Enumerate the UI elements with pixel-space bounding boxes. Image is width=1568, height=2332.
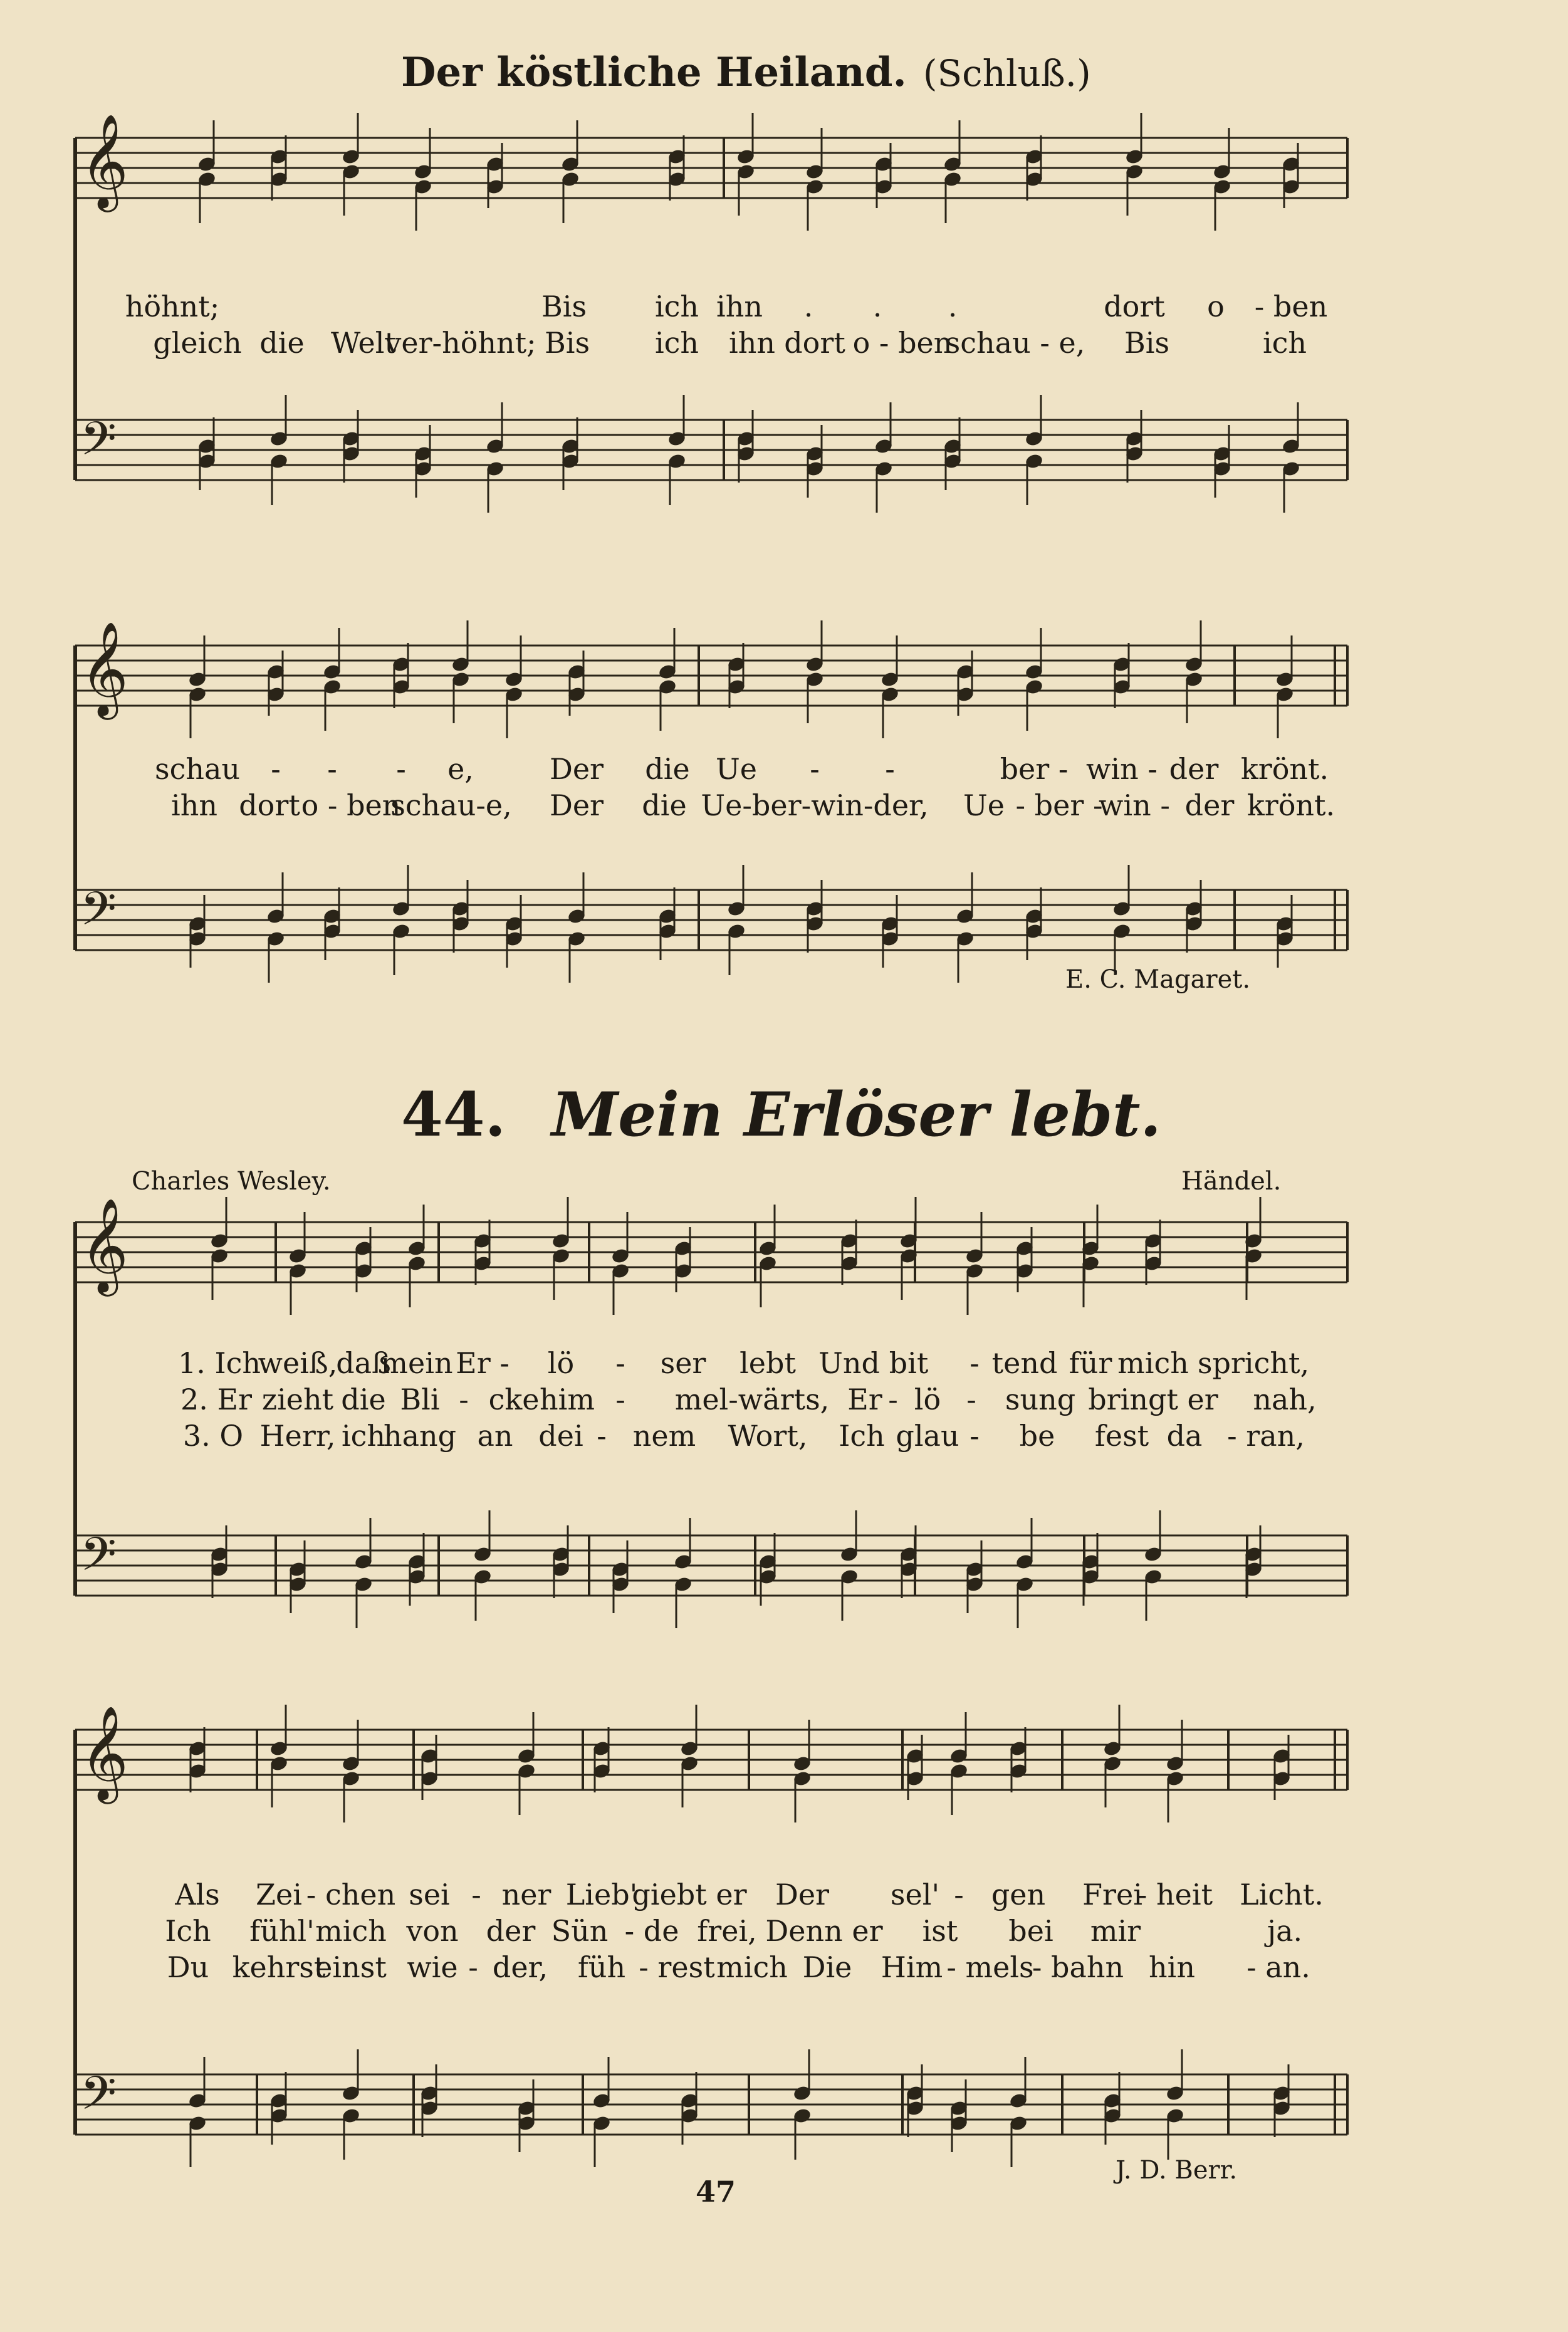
- lyric-syllable: ihn: [171, 788, 217, 822]
- lyric-syllable: Bis: [541, 290, 587, 323]
- lyric-syllable: -: [471, 1878, 481, 1911]
- lyric-syllable: lö: [547, 1346, 575, 1380]
- lyric-syllable: gen: [991, 1878, 1046, 1911]
- lyric-syllable: dort: [1104, 290, 1165, 323]
- lyric-syllable: - an.: [1247, 1950, 1310, 1984]
- lyric-syllable: ja.: [1267, 1914, 1303, 1948]
- lyric-syllable: -: [810, 752, 820, 786]
- lyric-syllable: für: [1069, 1346, 1112, 1380]
- lyric-syllable: -: [888, 1383, 898, 1416]
- lyric-syllable: schau: [154, 752, 241, 786]
- lyric-syllable: - chen: [306, 1878, 396, 1911]
- lyric-syllable: -: [954, 1878, 964, 1911]
- hymn-43-lyrics-row2-verse1: [0, 752, 1568, 787]
- lyric-syllable: - ben: [1254, 290, 1328, 323]
- hymn-44-composer: Händel.: [1181, 1167, 1282, 1196]
- lyric-syllable: krönt.: [1240, 752, 1329, 786]
- lyric-syllable: tend: [991, 1346, 1058, 1380]
- lyric-syllable: dei: [538, 1419, 583, 1453]
- lyric-syllable: -: [970, 1419, 980, 1453]
- lyric-syllable: mir: [1090, 1914, 1141, 1948]
- lyric-syllable: ver-höhnt;: [385, 326, 536, 360]
- lyric-syllable: -: [615, 1346, 625, 1380]
- lyric-syllable: - rest: [639, 1950, 715, 1984]
- lyric-syllable: da: [1166, 1419, 1203, 1453]
- hymn-43-lyrics-row1-verse2: [0, 326, 1568, 361]
- lyric-syllable: hin: [1149, 1950, 1195, 1984]
- lyric-syllable: e,: [447, 752, 474, 786]
- hymn-44-lyrics-row2-verse1: [0, 1878, 1568, 1913]
- lyric-syllable: ich: [341, 1419, 386, 1453]
- lyric-syllable: -: [271, 752, 281, 786]
- lyric-syllable: mich: [716, 1950, 788, 1984]
- lyric-syllable: o - ben: [301, 788, 401, 822]
- lyric-syllable: hang: [383, 1419, 457, 1453]
- lyric-syllable: ist: [922, 1914, 958, 1948]
- lyric-syllable: -: [468, 1950, 478, 1984]
- lyric-syllable: Sün: [551, 1914, 609, 1948]
- lyric-syllable: daß: [336, 1346, 391, 1380]
- lyric-syllable: nem: [632, 1419, 696, 1453]
- bass-clef-icon: 𝄢: [80, 882, 117, 948]
- lyric-syllable: Die: [802, 1950, 852, 1984]
- lyric-syllable: Licht.: [1240, 1878, 1324, 1911]
- lyric-syllable: -: [459, 1383, 469, 1416]
- lyric-syllable: der: [1184, 788, 1235, 822]
- lyric-syllable: -: [615, 1383, 625, 1416]
- lyric-syllable: -: [327, 752, 337, 786]
- lyric-syllable: Frei: [1082, 1878, 1142, 1911]
- treble-clef-icon: 𝄞: [80, 1705, 128, 1800]
- lyric-syllable: .: [803, 290, 813, 323]
- lyric-syllable: der: [1169, 752, 1219, 786]
- lyric-syllable: wie: [407, 1950, 458, 1984]
- hymn-44-lyrics-row2-verse2: [0, 1914, 1568, 1949]
- lyric-syllable: schau - e,: [945, 326, 1085, 360]
- lyric-syllable: der: [486, 1914, 536, 1948]
- lyric-syllable: - de: [624, 1914, 679, 1948]
- treble-clef-icon: 𝄞: [80, 1197, 128, 1292]
- hymn-44-lyrics-row1-verse3: [0, 1419, 1568, 1454]
- lyric-syllable: Der: [775, 1878, 830, 1911]
- treble-clef-icon: 𝄞: [80, 620, 128, 716]
- lyric-syllable: von: [406, 1914, 459, 1948]
- lyric-syllable: 3. O: [182, 1419, 244, 1453]
- lyric-syllable: him: [540, 1383, 595, 1416]
- lyric-syllable: -: [597, 1419, 607, 1453]
- lyric-syllable: ich: [654, 290, 699, 323]
- lyric-syllable: Wort,: [728, 1419, 808, 1453]
- lyric-syllable: glau: [896, 1419, 959, 1453]
- lyric-syllable: ner: [501, 1878, 551, 1911]
- bass-clef-icon: 𝄢: [80, 1527, 117, 1593]
- lyric-syllable: - mels: [946, 1950, 1034, 1984]
- lyric-syllable: ser: [660, 1346, 706, 1380]
- lyric-syllable: mein: [380, 1346, 453, 1380]
- page-number: 47: [696, 2175, 736, 2209]
- lyric-syllable: höhnt;: [125, 290, 220, 323]
- hymn-43-title-text: Der köstliche Heiland.: [401, 49, 907, 96]
- lyric-syllable: bringt er: [1088, 1383, 1218, 1416]
- lyric-syllable: Welt: [331, 326, 396, 360]
- lyric-syllable: weiß,: [258, 1346, 338, 1380]
- lyric-syllable: -: [966, 1383, 976, 1416]
- lyric-syllable: fühl': [249, 1914, 315, 1948]
- bass-clef-icon: 𝄢: [80, 412, 117, 478]
- lyric-syllable: ich: [1262, 326, 1307, 360]
- hymn-44-lyrics-row2-verse3: [0, 1950, 1568, 1985]
- lyric-syllable: .: [872, 290, 882, 323]
- hymn-44-arranger: J. D. Berr.: [1116, 2156, 1238, 2185]
- lyric-syllable: dort: [784, 326, 845, 360]
- lyric-syllable: spricht,: [1197, 1346, 1310, 1380]
- lyric-syllable: ihn: [716, 290, 763, 323]
- lyric-syllable: mich: [315, 1914, 387, 1948]
- lyric-syllable: ihn: [729, 326, 775, 360]
- lyric-syllable: sei: [409, 1878, 450, 1911]
- lyric-syllable: gleich: [153, 326, 242, 360]
- lyric-syllable: Als: [175, 1878, 220, 1911]
- lyric-syllable: frei,: [697, 1914, 757, 1948]
- hymn-43-lyrics-row1-verse1: [0, 290, 1568, 325]
- hymn-44-author: Charles Wesley.: [132, 1167, 331, 1196]
- lyric-syllable: bit: [889, 1346, 929, 1380]
- hymn-43-continued: (Schluß.): [923, 52, 1091, 95]
- lyric-syllable: die: [645, 752, 690, 786]
- lyric-syllable: Ich: [165, 1914, 211, 1948]
- lyric-syllable: giebt er: [632, 1878, 747, 1911]
- lyric-syllable: - heit: [1137, 1878, 1213, 1911]
- lyric-syllable: dort: [239, 788, 300, 822]
- lyric-syllable: -: [396, 752, 406, 786]
- lyric-syllable: lö: [914, 1383, 941, 1416]
- lyric-syllable: Bis: [1124, 326, 1170, 360]
- hymn-44-number: 44.: [401, 1079, 506, 1150]
- lyric-syllable: -: [885, 752, 895, 786]
- lyric-syllable: Ue: [963, 788, 1005, 822]
- hymn-44-title: Mein Erlöser lebt.: [551, 1079, 1161, 1150]
- hymn-44-lyrics-row1-verse1: [0, 1346, 1568, 1381]
- lyric-syllable: - bahn: [1032, 1950, 1124, 1984]
- hymn-43-lyrics-row2-verse2: [0, 788, 1568, 824]
- lyric-syllable: Ich: [839, 1419, 885, 1453]
- lyric-syllable: sung: [1005, 1383, 1076, 1416]
- hymn-43-composer: E. C. Magaret.: [1065, 965, 1251, 994]
- lyric-syllable: ber -: [1000, 752, 1069, 786]
- lyric-syllable: Ue-ber-win-der,: [701, 788, 929, 822]
- lyric-syllable: kehrst: [232, 1950, 326, 1984]
- lyric-syllable: .: [948, 290, 958, 323]
- lyric-syllable: o - ben: [852, 326, 953, 360]
- hymn-43-title: [401, 49, 1091, 96]
- lyric-syllable: Der: [549, 788, 604, 822]
- lyric-syllable: Herr,: [259, 1419, 336, 1453]
- lyric-syllable: Und: [818, 1346, 880, 1380]
- lyric-syllable: Du: [167, 1950, 209, 1984]
- lyric-syllable: fest: [1094, 1419, 1149, 1453]
- treble-clef-icon: 𝄞: [80, 113, 128, 208]
- lyric-syllable: o: [1207, 290, 1225, 323]
- lyric-syllable: füh: [577, 1950, 626, 1984]
- lyric-syllable: Lieb': [565, 1878, 638, 1911]
- bass-clef-icon: 𝄢: [80, 2066, 117, 2132]
- lyric-syllable: sel': [890, 1878, 940, 1911]
- lyric-syllable: 1. Ich: [177, 1346, 261, 1380]
- lyric-syllable: der,: [492, 1950, 548, 1984]
- lyric-syllable: - ber -: [1015, 788, 1103, 822]
- lyric-syllable: die: [642, 788, 687, 822]
- lyric-syllable: win -: [1099, 788, 1170, 822]
- lyric-syllable: Zei: [256, 1878, 302, 1911]
- lyric-syllable: krönt.: [1247, 788, 1335, 822]
- lyric-syllable: Him: [881, 1950, 943, 1984]
- lyric-syllable: Ue: [716, 752, 757, 786]
- lyric-syllable: - ran,: [1227, 1419, 1305, 1453]
- lyric-syllable: -: [970, 1346, 980, 1380]
- lyric-syllable: die: [259, 326, 305, 360]
- lyric-syllable: be: [1019, 1419, 1055, 1453]
- lyric-syllable: die: [341, 1383, 386, 1416]
- lyric-syllable: mich: [1117, 1346, 1189, 1380]
- lyric-syllable: ich: [654, 326, 699, 360]
- lyric-syllable: an: [477, 1419, 513, 1453]
- lyric-syllable: einst: [315, 1950, 387, 1984]
- lyric-syllable: win -: [1086, 752, 1158, 786]
- hymn-44-lyrics-row1-verse2: [0, 1383, 1568, 1418]
- lyric-syllable: bei: [1008, 1914, 1053, 1948]
- lyric-syllable: Bis: [544, 326, 590, 360]
- lyric-syllable: nah,: [1253, 1383, 1317, 1416]
- lyric-syllable: schau-e,: [390, 788, 512, 822]
- lyric-syllable: zieht: [261, 1383, 334, 1416]
- lyric-syllable: Bli: [400, 1383, 440, 1416]
- lyric-syllable: 2. Er: [180, 1383, 253, 1416]
- lyric-syllable: Denn er: [765, 1914, 883, 1948]
- lyric-syllable: Er: [847, 1383, 882, 1416]
- lyric-syllable: Der: [549, 752, 604, 786]
- lyric-syllable: lebt: [740, 1346, 796, 1380]
- lyric-syllable: cke: [488, 1383, 540, 1416]
- lyric-syllable: Er -: [456, 1346, 510, 1380]
- hymn-44-system-1: [0, 1197, 1568, 1705]
- lyric-syllable: mel-wärts,: [674, 1383, 830, 1416]
